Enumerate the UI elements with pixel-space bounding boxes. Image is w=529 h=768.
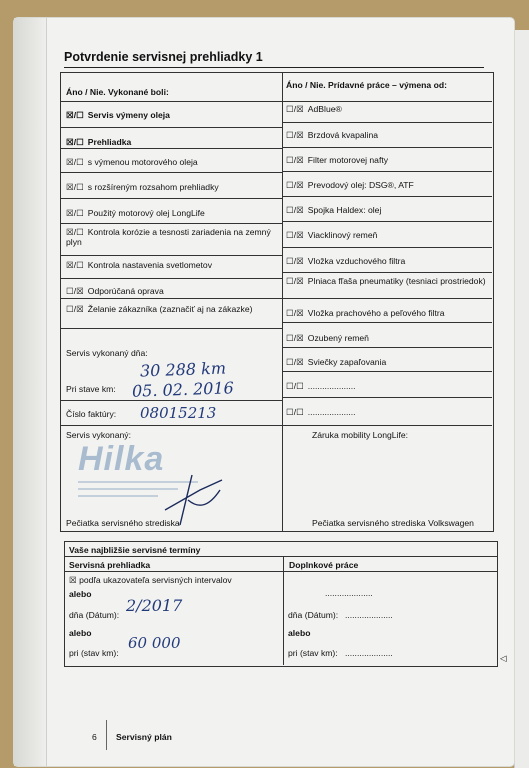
right-header: Áno / Nie. Prídavné práce – výmena od: (286, 80, 447, 90)
row-divider (60, 255, 282, 256)
checkbox-yes-no[interactable]: ☐/☒ (286, 308, 304, 318)
left-item-label: Použitý motorový olej LongLife (87, 208, 205, 218)
checkbox-yes-no[interactable]: ☐/☒ (286, 180, 304, 190)
checkbox-yes-no[interactable]: ☐/☒ (286, 357, 304, 367)
right-item-label: Prevodový olej: DSG®, ATF (307, 180, 414, 190)
page-number: 6 (92, 732, 97, 742)
right-item[interactable] (286, 256, 490, 266)
next-date-label: dňa (Dátum): (69, 610, 120, 620)
right-km-dots: .................... (345, 648, 393, 658)
checkbox-yes-no[interactable]: ☐/☒ (286, 205, 304, 215)
right-item-label: Spojka Haldex: olej (307, 205, 382, 215)
row-divider (60, 127, 282, 128)
invoice-label: Číslo faktúry: (66, 409, 117, 419)
longlife-label: Záruka mobility LongLife: (312, 430, 409, 440)
next-date-handwriting: 2/2017 (126, 596, 183, 615)
row-divider (60, 101, 282, 102)
title-underline (64, 67, 484, 68)
left-item-label: Želanie zákazníka (zaznačiť aj na zákazke) (87, 304, 253, 314)
checkbox-yes-no[interactable]: ☒/☐ (66, 260, 84, 270)
checkbox-yes-no[interactable]: ☐/☒ (286, 130, 304, 140)
left-item[interactable] (66, 137, 276, 147)
left-item[interactable] (66, 286, 276, 296)
row-divider (282, 272, 492, 273)
right-item-label: Filter motorovej nafty (307, 155, 389, 165)
checkbox-yes-no[interactable]: ☐/☐ (286, 381, 304, 391)
next-col-service: Servisná prehliadka (69, 560, 151, 570)
left-item[interactable] (66, 157, 276, 167)
column-divider (283, 556, 284, 665)
row-divider (60, 298, 282, 299)
left-item-label: Servis výmeny oleja (87, 110, 170, 120)
right-item[interactable] (286, 381, 490, 391)
left-item[interactable] (66, 227, 276, 247)
row-divider (60, 425, 492, 426)
right-item-label: .................... (307, 381, 356, 391)
right-item-label: Plniaca fľaša pneumatiky (tesniaci prostriedok) (307, 276, 486, 286)
row-divider (60, 278, 282, 279)
footer-divider (106, 720, 107, 750)
left-item-label: Kontrola nastavenia svetlometov (87, 260, 212, 270)
left-item-label: Odporúčaná oprava (87, 286, 164, 296)
row-divider (60, 400, 282, 401)
row-divider (60, 198, 282, 199)
left-item[interactable] (66, 208, 276, 218)
row-divider (282, 101, 492, 102)
checkbox-yes-no[interactable]: ☒/☐ (66, 208, 84, 218)
right-item[interactable] (286, 180, 490, 190)
page-title: Potvrdenie servisnej prehliadky 1 (64, 50, 263, 64)
right-item-label: Ozubený remeň (307, 333, 369, 343)
right-date-dots: .................... (345, 610, 393, 620)
row-divider (282, 298, 492, 299)
service-done-label: Servis vykonaný dňa: (66, 348, 148, 358)
left-item-label: Kontrola korózie a tesnosti zariadenia na zemný plyn (66, 227, 271, 247)
right-item[interactable] (286, 357, 490, 367)
service-date-handwriting: 05. 02. 2016 (131, 378, 235, 401)
checkbox-yes-no[interactable]: ☒/☐ (66, 182, 84, 192)
right-item-label: Vložka vzduchového filtra (307, 256, 406, 266)
left-item-label: Prehliadka (87, 137, 132, 147)
odometer-handwriting: 30 288 km (139, 358, 227, 381)
row-divider (282, 221, 492, 222)
left-item[interactable] (66, 110, 276, 120)
column-divider (282, 72, 283, 531)
row-divider (282, 371, 492, 372)
row-divider (282, 397, 492, 398)
right-item-label: Vložka prachového a peľového filtra (307, 308, 445, 318)
alebo-1: alebo (69, 589, 92, 599)
stamp-logo-text: Hilka (78, 440, 165, 478)
vw-stamp-caption: Pečiatka servisného strediska Volkswagen (312, 518, 474, 528)
stamp-lines (78, 495, 158, 497)
alebo-2: alebo (69, 628, 92, 638)
checkbox-yes-no[interactable]: ☒/☐ (66, 110, 84, 120)
next-km-handwriting: 60 000 (128, 634, 181, 652)
row-divider (282, 247, 492, 248)
row-divider (282, 147, 492, 148)
checkbox-yes-no[interactable]: ☐/☒ (66, 286, 84, 296)
checkbox-yes-no[interactable]: ☐/☒ (286, 230, 304, 240)
checkbox-yes-no[interactable]: ☒/☐ (66, 137, 84, 147)
next-interval-checkbox[interactable]: ☒ podľa ukazovateľa servisných intervalov (69, 575, 232, 585)
checkbox-yes-no[interactable]: ☐/☒ (286, 155, 304, 165)
row-divider (60, 328, 282, 329)
row-divider (282, 122, 492, 123)
right-item[interactable] (286, 155, 490, 165)
row-divider (282, 322, 492, 323)
checkbox-yes-no[interactable]: ☒/☐ (66, 157, 84, 167)
checkbox-yes-no[interactable]: ☐/☒ (286, 256, 304, 266)
left-item-label: s rozšíreným rozsahom prehliadky (87, 182, 219, 192)
checkbox-yes-no[interactable]: ☒/☐ (66, 227, 84, 237)
right-item-label: Brzdová kvapalina (307, 130, 379, 140)
stamp-caption: Pečiatka servisného strediska (66, 518, 180, 528)
checkbox-yes-no[interactable]: ☐/☒ (286, 104, 304, 114)
row-divider (60, 223, 282, 224)
right-item[interactable] (286, 230, 490, 240)
right-item[interactable] (286, 276, 490, 286)
row-divider (60, 148, 282, 149)
right-item[interactable] (286, 333, 490, 343)
right-item-label: Sviečky zapaľovania (307, 357, 387, 367)
right-item-label: Viacklinový remeň (307, 230, 378, 240)
row-divider (64, 556, 497, 557)
corner-arrow-icon: ◁ (500, 653, 507, 663)
checkbox-yes-no[interactable]: ☐/☒ (286, 276, 304, 286)
right-item[interactable] (286, 407, 490, 417)
left-item[interactable] (66, 182, 276, 192)
next-km-label: pri (stav km): (69, 648, 119, 658)
footer-label: Servisný plán (116, 732, 172, 742)
next-service-title: Vaše najbližšie servisné termíny (69, 545, 201, 555)
right-item[interactable] (286, 130, 490, 140)
right-dots-1: .................... (325, 588, 373, 598)
odometer-label: Pri stave km: (66, 384, 116, 394)
left-header: Áno / Nie. Vykonané boli: (66, 87, 169, 97)
right-item-label: .................... (307, 407, 356, 417)
checkbox-yes-no[interactable]: ☐/☒ (286, 333, 304, 343)
invoice-handwriting: 08015213 (140, 404, 217, 422)
left-item[interactable] (66, 304, 276, 314)
checkbox-yes-no[interactable]: ☐/☒ (66, 304, 84, 314)
row-divider (60, 172, 282, 173)
right-item[interactable] (286, 205, 490, 215)
row-divider (282, 171, 492, 172)
service-by-label: Servis vykonaný: (66, 430, 131, 440)
right-item-label: AdBlue® (307, 104, 342, 114)
next-page-edge (514, 30, 529, 768)
row-divider (282, 196, 492, 197)
left-item-label: s výmenou motorového oleja (87, 157, 198, 167)
checkbox-yes-no[interactable]: ☐/☐ (286, 407, 304, 417)
right-item[interactable] (286, 308, 490, 318)
right-km-label: pri (stav km): (288, 648, 338, 658)
row-divider (282, 347, 492, 348)
left-item[interactable] (66, 260, 276, 270)
row-divider (64, 571, 497, 572)
right-item[interactable] (286, 104, 490, 114)
next-col-additional: Doplnkové práce (289, 560, 359, 570)
alebo-3: alebo (288, 628, 311, 638)
right-date-label: dňa (Dátum): (288, 610, 339, 620)
page-binding (14, 18, 47, 766)
